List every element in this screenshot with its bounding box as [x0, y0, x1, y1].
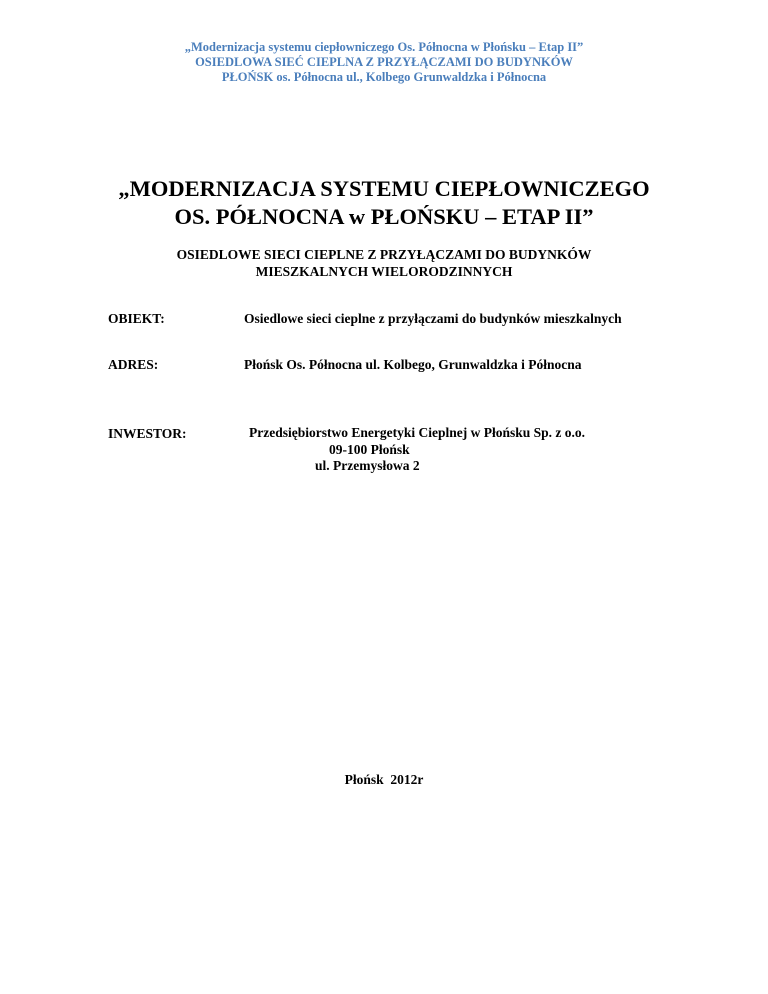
- header-network-title: OSIEDLOWA SIEĆ CIEPLNA Z PRZYŁĄCZAMI DO BUDYNKÓW: [195, 55, 573, 69]
- investor-street: ul. Przemysłowa 2: [315, 458, 420, 473]
- object-label: OBIEKT:: [108, 311, 165, 326]
- object-value: Osiedlowe sieci cieplne z przyłączami do budynków mieszkalnych: [244, 311, 622, 326]
- investor-postal-city: 09-100 Płońsk: [329, 441, 410, 457]
- address-value: Płońsk Os. Północna ul. Kolbego, Grunwaldzka i Północna: [244, 357, 582, 372]
- investor-details: [249, 425, 639, 475]
- document-title: [0, 175, 768, 231]
- header-project-title: „Modernizacja systemu ciepłowniczego Os. Północna w Płońsku – Etap II”: [184, 40, 584, 54]
- document-subtitle-line-1: OSIEDLOWE SIECI CIEPLNE Z PRZYŁĄCZAMI DO BUDYNKÓW: [176, 247, 592, 262]
- document-title-line-1: „MODERNIZACJA SYSTEMU CIEPŁOWNICZEGO: [118, 176, 650, 201]
- document-title-line-2: OS. PÓŁNOCNA w PŁOŃSKU – ETAP II”: [174, 204, 594, 229]
- running-header: [0, 40, 768, 85]
- investor-label: INWESTOR:: [108, 426, 187, 441]
- document-subtitle-line-2: MIESZKALNYCH WIELORODZINNYCH: [255, 264, 513, 279]
- investor-name: Przedsiębiorstwo Energetyki Cieplnej w Płońsku Sp. z o.o.: [249, 425, 585, 440]
- document-subtitle: [0, 246, 768, 280]
- place-and-date: Płońsk 2012r: [344, 772, 424, 787]
- address-label: ADRES:: [108, 357, 159, 372]
- header-location: PŁOŃSK os. Północna ul., Kolbego Grunwaldzka i Północna: [221, 70, 547, 84]
